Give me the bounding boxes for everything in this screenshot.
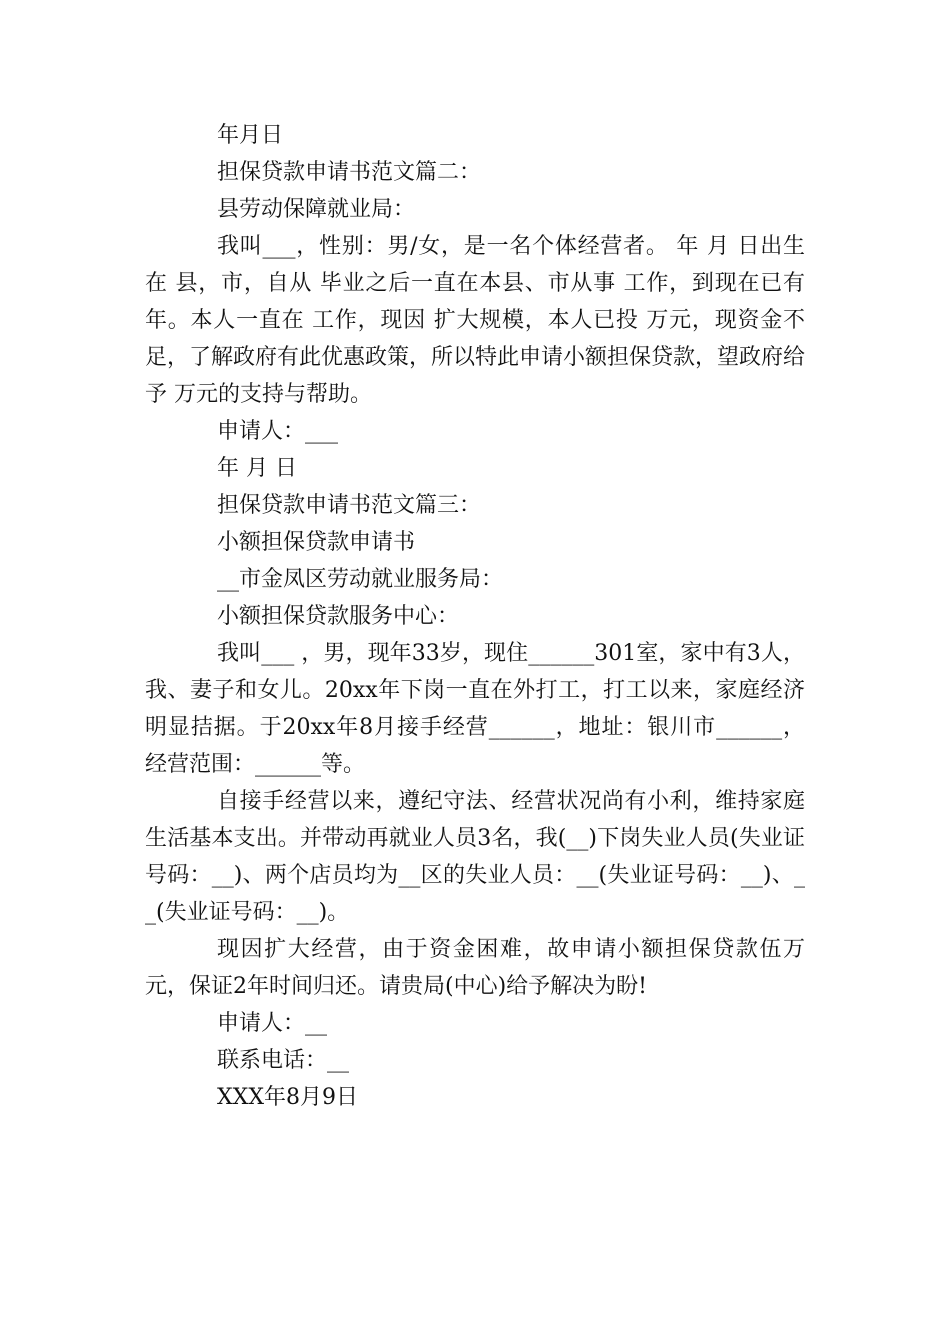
body-paragraph-3: 自接手经营以来，遵纪守法、经营状况尚有小利，维持家庭生活基本支出。并带动再就业人员3名，我(__)下岗失业人员(失业证号码：__)、两个店员均为__区的失业人员：__(失业证号码：__)、__(失业证号码：__)。	[145, 789, 805, 925]
section-heading-3: 担保贷款申请书范文篇三：	[217, 493, 482, 518]
document-body	[145, 117, 805, 1116]
addressee-line-3: 小额担保贷款服务中心：	[217, 604, 460, 629]
closing-applicant: 申请人：__	[217, 1011, 328, 1036]
body-paragraph-1: 我叫___，性别：男/女，是一名个体经营者。 年 月 日出生在 县，市，自从 毕业之后一直在本县、市从事 工作，到现在已有 年。本人一直在 工作，现因 扩大规模，本人已投 万元，现资金不足，了解政府有此优惠政策，所以特此申请小额担保贷款，望政府给予 万元的支持与帮助。	[145, 234, 806, 407]
addressee-line: 县劳动保障就业局：	[217, 197, 416, 222]
section-heading-2: 担保贷款申请书范文篇二：	[217, 160, 482, 185]
addressee-line-2: __市金凤区劳动就业服务局：	[217, 567, 504, 592]
closing-phone: 联系电话：__	[217, 1048, 350, 1073]
applicant-line: 申请人：___	[217, 419, 339, 444]
date-line-2: 年 月 日	[217, 456, 297, 481]
body-paragraph-4: 现因扩大经营，由于资金困难，故申请小额担保贷款伍万元，保证2年时间归还。请贵局(中心)给予解决为盼!	[145, 937, 805, 999]
letter-title: 小额担保贷款申请书	[217, 530, 416, 555]
date-line: 年月日	[217, 123, 284, 148]
body-paragraph-2: 我叫___ ，男，现年33岁，现住______301室，家中有3人，我、妻子和女儿。20xx年下岗一直在外打工，打工以来，家庭经济明显拮据。于20xx年8月接手经营______，地址：银川市______，经营范围：______等。	[145, 641, 805, 777]
closing-date: XXX年8月9日	[217, 1085, 358, 1110]
